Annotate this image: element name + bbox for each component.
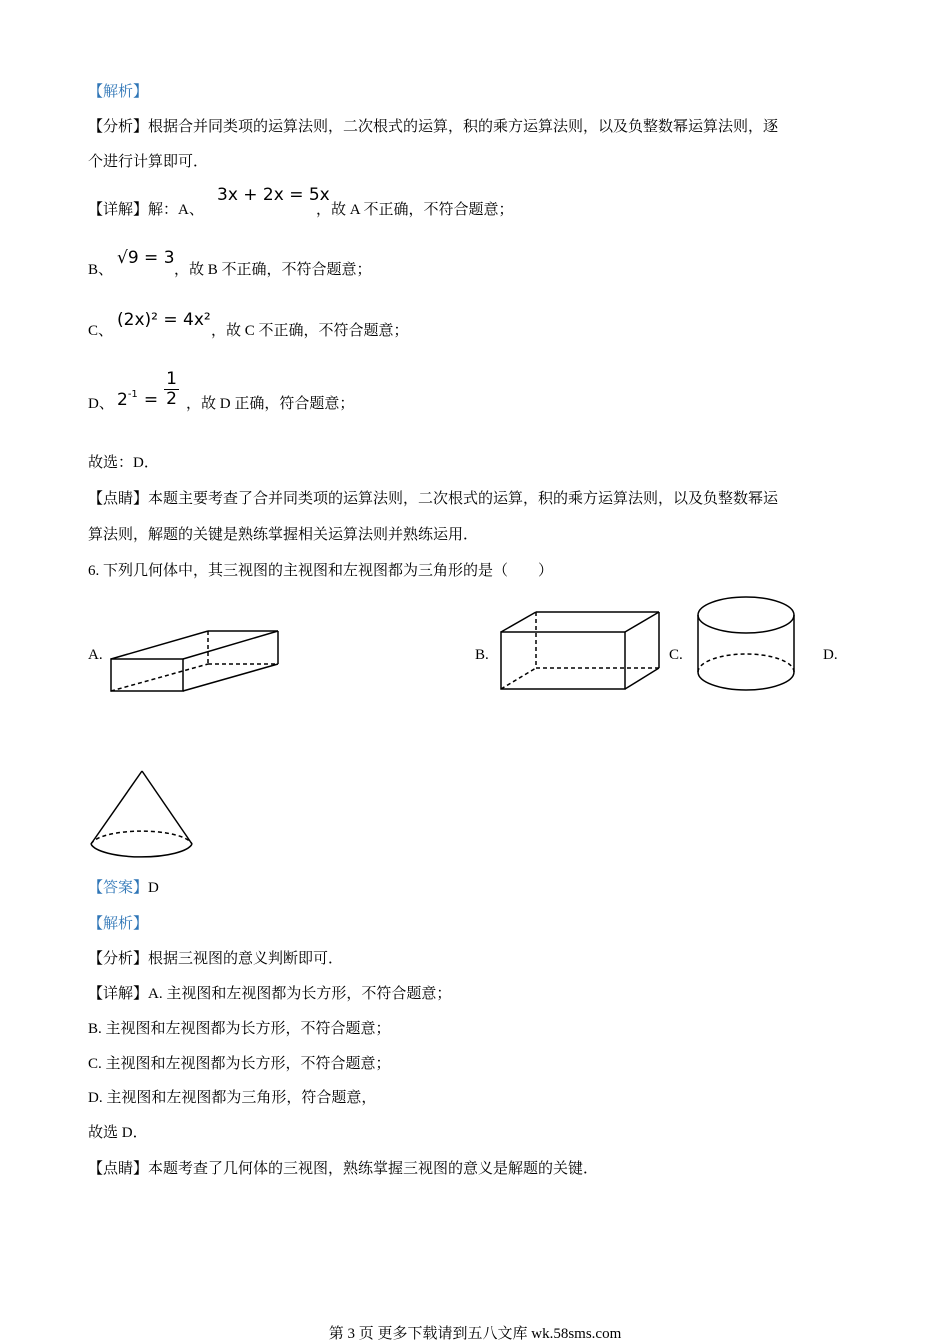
detail-d-math: 2-1 = $\frac{1}{2}$	[117, 369, 177, 410]
detail2-choice: 故选 D．	[88, 1125, 148, 1141]
analysis-line-1	[88, 116, 778, 138]
comment2-label: 【点睛】	[88, 1161, 149, 1177]
detail2-c: C. 主视图和左视图都为长方形，不符合题意；	[88, 1056, 391, 1072]
detail-choice: 故选：D．	[88, 455, 159, 471]
analysis2-label: 【分析】	[88, 951, 149, 967]
detail2-a: A. 主视图和左视图都为长方形，不符合题意；	[148, 986, 452, 1002]
detail-a-math: 3x + 2x = 5x	[217, 185, 330, 205]
cuboid-flat-figure	[108, 626, 288, 696]
detail-b-math: √9 = 3	[117, 248, 175, 268]
detail-b-prefix: B、	[88, 262, 114, 278]
detail-c-text: ，故 C 不正确，不符合题意；	[211, 323, 409, 339]
section-jiexi-heading-2: 【解析】	[88, 916, 149, 932]
d-math-exp: -1	[127, 388, 138, 400]
detail2-d: D. 主视图和左视图都为三角形，符合题意，	[88, 1090, 377, 1106]
detail-c-math: (2x)² = 4x²	[117, 310, 211, 330]
detail-d-prefix: D、	[88, 396, 114, 412]
page-footer: 第 3 页 更多下载请到五八文库 wk.58sms.com	[328, 1326, 622, 1342]
answer-line	[88, 877, 159, 899]
answer-label: 【答案】	[88, 880, 149, 896]
detail2-b: B. 主视图和左视图都为长方形，不符合题意；	[88, 1021, 391, 1037]
cone-figure	[88, 768, 198, 868]
comment2-text: 本题考查了几何体的三视图，熟练掌握三视图的意义是解题的关键．	[148, 1161, 599, 1177]
analysis2-text: 根据三视图的意义判断即可．	[148, 951, 344, 967]
detail-option-a	[88, 199, 204, 221]
option-b-label: B.	[475, 647, 489, 663]
detail-d-text: ，故 D 正确，符合题意；	[186, 396, 355, 412]
option-d-label: D.	[823, 647, 838, 663]
d-math-base: 2	[117, 389, 128, 410]
detail-a-text: ，故 A 不正确，不符合题意；	[316, 202, 514, 218]
detail-b-text: ，故 B 不正确，不符合题意；	[174, 262, 372, 278]
detail-a-prefix: 解：A、	[148, 202, 204, 218]
analysis-text-1: 根据合并同类项的运算法则，二次根式的运算，积的乘方运算法则，以及负整数幂运算法则，逐	[148, 119, 779, 135]
d-math-den: 2	[166, 389, 177, 409]
detail-label: 【详解】	[88, 202, 149, 218]
analysis-text-2: 个进行计算即可．	[88, 154, 209, 170]
detail2-label: 【详解】	[88, 986, 149, 1002]
answer-value: D	[148, 880, 159, 896]
detail-c-prefix: C、	[88, 323, 114, 339]
analysis-label: 【分析】	[88, 119, 149, 135]
cuboid-figure	[500, 610, 670, 700]
comment-label: 【点睛】	[88, 491, 149, 507]
detail2-line-a	[88, 983, 451, 1005]
analysis2-line	[88, 948, 343, 970]
cylinder-figure	[696, 595, 806, 695]
d-math-num: 1	[166, 369, 177, 389]
option-a-label: A.	[88, 647, 103, 663]
question-6-stem: 6. 下列几何体中，其三视图的主视图和左视图都为三角形的是（ ）	[88, 563, 554, 579]
option-c-label: C.	[669, 647, 683, 663]
comment-line-1	[88, 488, 778, 510]
section-jiexi-heading: 【解析】	[88, 84, 149, 100]
comment2-line	[88, 1158, 598, 1180]
comment-text-1: 本题主要考查了合并同类项的运算法则，二次根式的运算，积的乘方运算法则，以及负整数幂运	[148, 491, 779, 507]
comment-text-2: 算法则，解题的关键是熟练掌握相关运算法则并熟练运用．	[88, 527, 479, 543]
